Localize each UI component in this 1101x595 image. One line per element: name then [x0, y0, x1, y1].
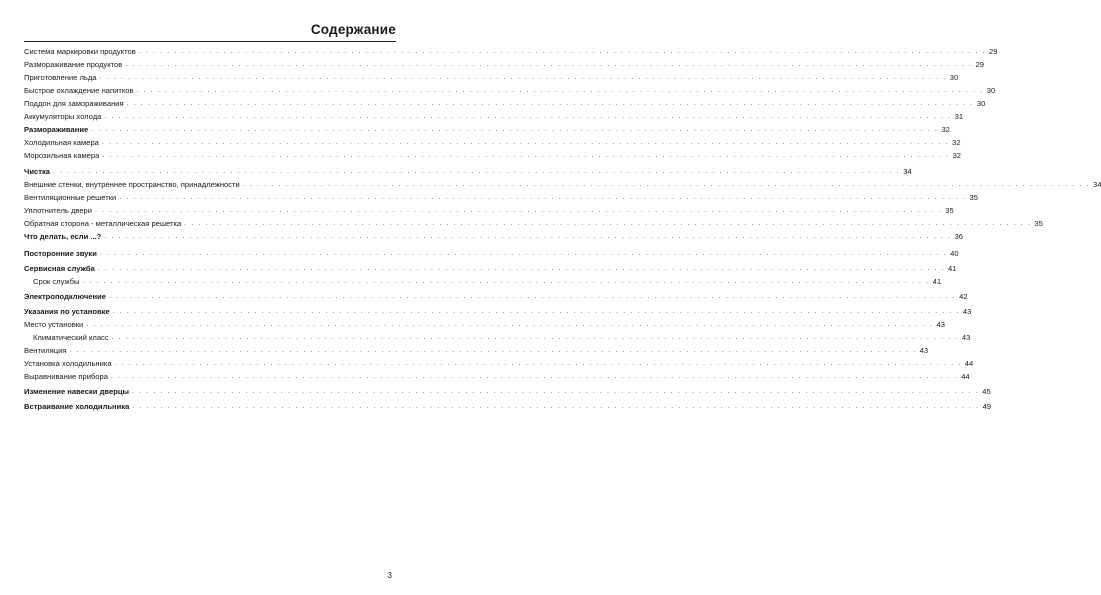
- toc-entry-title: Указания по установке: [24, 307, 110, 316]
- toc-entry-page: 44: [961, 372, 970, 381]
- toc-entry-title: Место установки: [24, 320, 84, 329]
- toc-entry[interactable]: [24, 370, 970, 381]
- dot-leader: . . . . . . . . . . . . . . . . . . . . . . . . . . . . . . . . . . . . . . . . . . . . . . . . . . . . . . . . . . . . . . . . . . . . . . . . . . . . . . . . . . . . . . . . . . . . . . . . . . . . . . . . . . . . . . . . . . . . . . . .: [132, 403, 980, 410]
- dot-leader: . . . . . . . . . . . . . . . . . . . . . . . . . . . . . . . . . . . . . . . . . . . . . . . . . . . . . . . . . . . . . . . . . . . . . . . . . . . . . . . . . . . . . . . . . . . . . . . . . . . . . . . . . . . . . . . . . . . . . . . .: [52, 168, 901, 175]
- toc-entry[interactable]: [24, 357, 974, 368]
- toc-entry[interactable]: [24, 71, 959, 82]
- toc-entry-title: Размораживание продуктов: [24, 60, 123, 69]
- dot-leader: . . . . . . . . . . . . . . . . . . . . . . . . . . . . . . . . . . . . . . . . . . . . . . . . . . . . . . . . . . . . . . . . . . . . . . . . . . . . . . . . . . . . . . . . . . . . . . . . . . . . . . . . . . . . . . . . . . . . . . . .: [86, 321, 934, 328]
- toc-entry-page: 30: [986, 86, 996, 95]
- toc-entry-title: Быстрое охлаждение напитков: [24, 86, 134, 95]
- dot-leader: . . . . . . . . . . . . . . . . . . . . . . . . . . . . . . . . . . . . . . . . . . . . . . . . . . . . . . . . . . . . . . . . . . . . . . . . . . . . . . . . . . . . . . . . . . . . . . . . . . . . . . . . . . . . . . . . . . . . . . . .: [132, 388, 980, 395]
- dot-leader: . . . . . . . . . . . . . . . . . . . . . . . . . . . . . . . . . . . . . . . . . . . . . . . . . . . . . . . . . . . . . . . . . . . . . . . . . . . . . . . . . . . . . . . . . . . . . . . . . . . . . . . . . . . . . . . . . . . . . . . .: [136, 87, 984, 94]
- toc-entry[interactable]: [24, 262, 957, 273]
- toc-entry[interactable]: [24, 400, 992, 411]
- toc-entry-page: 30: [976, 99, 986, 108]
- toc-entry[interactable]: [24, 331, 971, 342]
- toc-entry-page: 34: [1093, 180, 1101, 189]
- toc-entry[interactable]: [24, 204, 954, 215]
- toc-entry-page: 29: [975, 60, 984, 69]
- toc-entry-title: Выравнивание прибора: [24, 372, 108, 381]
- dot-leader: . . . . . . . . . . . . . . . . . . . . . . . . . . . . . . . . . . . . . . . . . . . . . . . . . . . . . . . . . . . . . . . . . . . . . . . . . . . . . . . . . . . . . . . . . . . . . . . . . . . . . . . . . . . . . . . . . . . . . . . .: [242, 181, 1090, 188]
- dot-leader: . . . . . . . . . . . . . . . . . . . . . . . . . . . . . . . . . . . . . . . . . . . . . . . . . . . . . . . . . . . . . . . . . . . . . . . . . . . . . . . . . . . . . . . . . . . . . . . . . . . . . . . . . . . . . . . . . . . . . . . .: [99, 74, 947, 81]
- toc-entry[interactable]: [24, 84, 996, 95]
- toc-entry-page: 45: [982, 387, 991, 396]
- dot-leader: . . . . . . . . . . . . . . . . . . . . . . . . . . . . . . . . . . . . . . . . . . . . . . . . . . . . . . . . . . . . . . . . . . . . . . . . . . . . . . . . . . . . . . . . . . . . . . . . . . . . . . . . . . . . . . . . . . . . . . . .: [108, 293, 957, 300]
- toc-entry[interactable]: [24, 318, 945, 329]
- toc-entry-title: Посторонние звуки: [24, 249, 97, 258]
- dot-leader: . . . . . . . . . . . . . . . . . . . . . . . . . . . . . . . . . . . . . . . . . . . . . . . . . . . . . . . . . . . . . . . . . . . . . . . . . . . . . . . . . . . . . . . . . . . . . . . . . . . . . . . . . . . . . . . . . . . . . . . .: [126, 100, 974, 107]
- toc-entry-page: 31: [954, 112, 964, 121]
- toc-entry[interactable]: [24, 149, 962, 160]
- toc-entry-page: 49: [982, 402, 992, 411]
- toc-entry-page: 29: [988, 47, 998, 56]
- toc-entry-title: Внешние стенки, внутреннее пространство, принадлежности: [24, 180, 240, 189]
- toc-entry[interactable]: [24, 290, 968, 301]
- dot-leader: . . . . . . . . . . . . . . . . . . . . . . . . . . . . . . . . . . . . . . . . . . . . . . . . . . . . . . . . . . . . . . . . . . . . . . . . . . . . . . . . . . . . . . . . . . . . . . . . . . . . . . . . . . . . . . . . . . . . . . . .: [114, 360, 962, 367]
- toc-entry[interactable]: [24, 58, 984, 69]
- toc-entry[interactable]: [24, 217, 1043, 228]
- header-divider: [24, 41, 396, 42]
- toc-entry[interactable]: [24, 275, 942, 286]
- toc-entry-page: 43: [919, 346, 929, 355]
- toc-entry-page: 40: [950, 249, 959, 258]
- toc-entry-page: 32: [952, 151, 962, 160]
- dot-leader: . . . . . . . . . . . . . . . . . . . . . . . . . . . . . . . . . . . . . . . . . . . . . . . . . . . . . . . . . . . . . . . . . . . . . . . . . . . . . . . . . . . . . . . . . . . . . . . . . . . . . . . . . . . . . . . . . . . . . . . .: [99, 250, 948, 257]
- toc-entry-title: Встраивание холодильника: [24, 402, 130, 411]
- toc-entry-page: 34: [903, 167, 912, 176]
- toc-entry-page: 35: [969, 193, 978, 202]
- dot-leader: . . . . . . . . . . . . . . . . . . . . . . . . . . . . . . . . . . . . . . . . . . . . . . . . . . . . . . . . . . . . . . . . . . . . . . . . . . . . . . . . . . . . . . . . . . . . . . . . . . . . . . . . . . . . . . . . . . . . . . . .: [101, 139, 950, 146]
- toc-entry-page: 36: [954, 232, 963, 241]
- toc-entry-page: 43: [961, 333, 971, 342]
- toc-entry-title: Климатический класс: [33, 333, 109, 342]
- dot-leader: . . . . . . . . . . . . . . . . . . . . . . . . . . . . . . . . . . . . . . . . . . . . . . . . . . . . . . . . . . . . . . . . . . . . . . . . . . . . . . . . . . . . . . . . . . . . . . . . . . . . . . . . . . . . . . . . . . . . . . . .: [125, 61, 973, 68]
- toc-entry-title: Аккумуляторы холода: [24, 112, 102, 121]
- toc-entry-title: Что делать, если ...?: [24, 232, 102, 241]
- dot-leader: . . . . . . . . . . . . . . . . . . . . . . . . . . . . . . . . . . . . . . . . . . . . . . . . . . . . . . . . . . . . . . . . . . . . . . . . . . . . . . . . . . . . . . . . . . . . . . . . . . . . . . . . . . . . . . . . . . . . . . . .: [69, 347, 917, 354]
- toc-entry-page: 42: [959, 292, 968, 301]
- toc-entry-page: 43: [962, 307, 972, 316]
- toc-entry-title: Поддон для замораживания: [24, 99, 124, 108]
- toc-entry[interactable]: [24, 247, 959, 258]
- dot-leader: . . . . . . . . . . . . . . . . . . . . . . . . . . . . . . . . . . . . . . . . . . . . . . . . . . . . . . . . . . . . . . . . . . . . . . . . . . . . . . . . . . . . . . . . . . . . . . . . . . . . . . . . . . . . . . . . . . . . . . . .: [104, 233, 952, 240]
- toc-entry-title: Чистка: [24, 167, 50, 176]
- toc-entry-title: Электроподключение: [24, 292, 106, 301]
- dot-leader: . . . . . . . . . . . . . . . . . . . . . . . . . . . . . . . . . . . . . . . . . . . . . . . . . . . . . . . . . . . . . . . . . . . . . . . . . . . . . . . . . . . . . . . . . . . . . . . . . . . . . . . . . . . . . . . . . . . . . . . .: [111, 334, 959, 341]
- toc-entry-title: Вентиляционные решетки: [24, 193, 117, 202]
- dot-leader: . . . . . . . . . . . . . . . . . . . . . . . . . . . . . . . . . . . . . . . . . . . . . . . . . . . . . . . . . . . . . . . . . . . . . . . . . . . . . . . . . . . . . . . . . . . . . . . . . . . . . . . . . . . . . . . . . . . . . . . .: [102, 152, 950, 159]
- dot-leader: . . . . . . . . . . . . . . . . . . . . . . . . . . . . . . . . . . . . . . . . . . . . . . . . . . . . . . . . . . . . . . . . . . . . . . . . . . . . . . . . . . . . . . . . . . . . . . . . . . . . . . . . . . . . . . . . . . . . . . . .: [110, 373, 959, 380]
- toc-entry[interactable]: [24, 305, 972, 316]
- toc-entry-page: 30: [949, 73, 959, 82]
- dot-leader: . . . . . . . . . . . . . . . . . . . . . . . . . . . . . . . . . . . . . . . . . . . . . . . . . . . . . . . . . . . . . . . . . . . . . . . . . . . . . . . . . . . . . . . . . . . . . . . . . . . . . . . . . . . . . . . . . . . . . . . .: [104, 113, 952, 120]
- dot-leader: . . . . . . . . . . . . . . . . . . . . . . . . . . . . . . . . . . . . . . . . . . . . . . . . . . . . . . . . . . . . . . . . . . . . . . . . . . . . . . . . . . . . . . . . . . . . . . . . . . . . . . . . . . . . . . . . . . . . . . . .: [184, 220, 1032, 227]
- toc-entry-page: 35: [945, 206, 954, 215]
- page-number: 3: [387, 571, 392, 580]
- toc-entry-title: Размораживание: [24, 125, 89, 134]
- toc-entry-title: Сервисная служба: [24, 264, 95, 273]
- toc-entry-page: 41: [948, 264, 957, 273]
- toc-entry[interactable]: [24, 123, 950, 134]
- toc-entry-page: 32: [941, 125, 950, 134]
- dot-leader: . . . . . . . . . . . . . . . . . . . . . . . . . . . . . . . . . . . . . . . . . . . . . . . . . . . . . . . . . . . . . . . . . . . . . . . . . . . . . . . . . . . . . . . . . . . . . . . . . . . . . . . . . . . . . . . . . . . . . . . .: [82, 278, 930, 285]
- toc-entry-title: Обратная сторона - металлическая решетка: [24, 219, 182, 228]
- toc-entry-title: Установка холодильника: [24, 359, 112, 368]
- toc-entry-title: Срок службы: [33, 277, 80, 286]
- toc-entry[interactable]: [24, 45, 998, 56]
- toc-entry[interactable]: [24, 97, 986, 108]
- toc-entry-title: Изменение навески дверцы: [24, 387, 129, 396]
- toc-entry[interactable]: [24, 191, 978, 202]
- toc-entry-page: 32: [952, 138, 961, 147]
- toc-entry[interactable]: [24, 385, 991, 396]
- dot-leader: . . . . . . . . . . . . . . . . . . . . . . . . . . . . . . . . . . . . . . . . . . . . . . . . . . . . . . . . . . . . . . . . . . . . . . . . . . . . . . . . . . . . . . . . . . . . . . . . . . . . . . . . . . . . . . . . . . . . . . . .: [97, 265, 946, 272]
- toc-entry[interactable]: [24, 344, 929, 355]
- toc-entry-page: 43: [936, 320, 945, 329]
- toc-entry[interactable]: [24, 230, 963, 241]
- toc-entry[interactable]: [24, 178, 1101, 189]
- dot-leader: . . . . . . . . . . . . . . . . . . . . . . . . . . . . . . . . . . . . . . . . . . . . . . . . . . . . . . . . . . . . . . . . . . . . . . . . . . . . . . . . . . . . . . . . . . . . . . . . . . . . . . . . . . . . . . . . . . . . . . . .: [112, 308, 960, 315]
- page-title: Содержание: [310, 22, 396, 37]
- toc-entry[interactable]: [24, 110, 964, 121]
- toc-entry[interactable]: [24, 136, 961, 147]
- toc-entry-page: 41: [932, 277, 942, 286]
- dot-leader: . . . . . . . . . . . . . . . . . . . . . . . . . . . . . . . . . . . . . . . . . . . . . . . . . . . . . . . . . . . . . . . . . . . . . . . . . . . . . . . . . . . . . . . . . . . . . . . . . . . . . . . . . . . . . . . . . . . . . . . .: [91, 126, 939, 133]
- toc-entry-page: 44: [964, 359, 974, 368]
- toc-entry-title: Морозильная камера: [24, 151, 100, 160]
- toc-entry-page: 35: [1034, 219, 1043, 228]
- toc-entry[interactable]: [24, 165, 912, 176]
- toc-entry-title: Холодильная камера: [24, 138, 99, 147]
- dot-leader: . . . . . . . . . . . . . . . . . . . . . . . . . . . . . . . . . . . . . . . . . . . . . . . . . . . . . . . . . . . . . . . . . . . . . . . . . . . . . . . . . . . . . . . . . . . . . . . . . . . . . . . . . . . . . . . . . . . . . . . .: [95, 207, 943, 214]
- toc-entry-title: Вентиляция: [24, 346, 67, 355]
- dot-leader: . . . . . . . . . . . . . . . . . . . . . . . . . . . . . . . . . . . . . . . . . . . . . . . . . . . . . . . . . . . . . . . . . . . . . . . . . . . . . . . . . . . . . . . . . . . . . . . . . . . . . . . . . . . . . . . . . . . . . . . .: [119, 194, 967, 201]
- toc-entry-title: Уплотнитель двери: [24, 206, 93, 215]
- dot-leader: . . . . . . . . . . . . . . . . . . . . . . . . . . . . . . . . . . . . . . . . . . . . . . . . . . . . . . . . . . . . . . . . . . . . . . . . . . . . . . . . . . . . . . . . . . . . . . . . . . . . . . . . . . . . . . . . . . . . . . . .: [138, 48, 986, 55]
- toc-entry-title: Система маркировки продуктов: [24, 47, 136, 56]
- toc-entry-title: Приготовление льда: [24, 73, 97, 82]
